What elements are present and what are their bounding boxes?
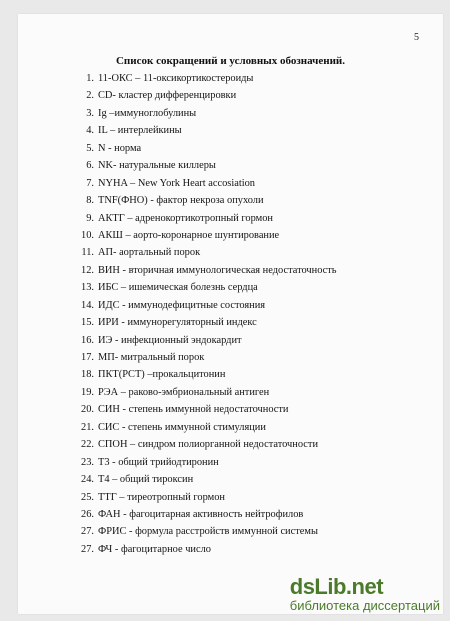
list-item-text: РЭА – раково-эмбриональный антиген: [98, 386, 270, 398]
list-item-text: ВИН - вторичная иммунологическая недостаточность: [98, 264, 337, 276]
list-item-number: 26.: [81, 508, 94, 520]
list-item-number: 11.: [81, 247, 94, 259]
list-item-text: АКТГ – адренокортикотропный гормон: [98, 212, 273, 224]
list-item: [74, 210, 337, 227]
list-item-number: 7.: [86, 177, 94, 189]
list-item-text: ИРИ - иммунорегуляторный индекс: [98, 317, 257, 329]
list-item-number: 3.: [86, 107, 94, 119]
list-item-text: ИБС – ишемическая болезнь сердца: [98, 282, 258, 294]
list-item: [74, 157, 337, 174]
list-item-number: 10.: [81, 229, 94, 241]
list-item-text: IL – интерлейкины: [98, 125, 182, 137]
list-item: [74, 314, 337, 331]
list-item-number: 27.: [81, 526, 94, 538]
list-item: [74, 349, 337, 366]
list-item-number: 1.: [86, 73, 94, 84]
list-item: [74, 384, 337, 401]
watermark-subtitle: библиотека диссертаций: [289, 598, 440, 613]
list-item-number: 21.: [81, 421, 94, 433]
list-item: [74, 279, 337, 296]
document-page: [18, 14, 443, 614]
list-item: [74, 262, 337, 279]
list-item-text: TNF(ФНО) - фактор некроза опухоли: [98, 195, 264, 207]
list-item-number: 24.: [81, 474, 94, 486]
list-item-text: ФАН - фагоцитарная активность нейтрофилов: [98, 508, 304, 520]
list-item: [74, 192, 337, 209]
list-item-number: 5.: [86, 142, 94, 154]
list-item-text: 11-ОКС – 11-оксикортикостероиды: [98, 73, 254, 84]
list-item-text: ИДС - иммунодефицитные состояния: [98, 299, 266, 311]
list-item-text: ФЧ - фагоцитарное число: [98, 543, 211, 555]
list-item-text: ФРИС - формула расстройств иммунной системы: [98, 526, 318, 538]
list-item-text: СИС - степень иммунной стимуляции: [98, 421, 266, 433]
list-item-number: 16.: [81, 334, 94, 346]
list-item: [74, 332, 337, 349]
list-item-text: NYHA – New York Heart accosiation: [98, 177, 255, 189]
list-item: [74, 87, 337, 104]
list-item: [74, 523, 337, 540]
list-item-number: 9.: [86, 212, 94, 224]
list-item: [74, 454, 337, 471]
list-item: [74, 70, 337, 87]
list-item: [74, 122, 337, 139]
list-item: [74, 175, 337, 192]
list-item: [74, 297, 337, 314]
list-item-number: 18.: [81, 369, 94, 381]
list-item-number: 20.: [81, 404, 94, 416]
list-item: [74, 227, 337, 244]
list-item-number: 14.: [81, 299, 94, 311]
list-item-text: ПКТ(PCT) –прокальцитонин: [98, 369, 226, 381]
watermark: [290, 576, 440, 613]
list-item-text: Т3 - общий трийодтиронин: [98, 456, 219, 468]
list-item: [74, 436, 337, 453]
list-item-number: 25.: [81, 491, 94, 503]
list-item: [74, 541, 337, 558]
list-item: [74, 489, 337, 506]
list-item-number: 13.: [81, 282, 94, 294]
list-item-text: N - норма: [98, 142, 142, 154]
list-item: [74, 506, 337, 523]
list-item: [74, 419, 337, 436]
list-item-text: МП- митральный порок: [98, 352, 205, 363]
list-item-text: Т4 – общий тироксин: [98, 474, 194, 486]
list-item-number: 17.: [81, 352, 94, 363]
list-item-text: ИЭ - инфекционный эндокардит: [98, 334, 242, 346]
list-item-number: 15.: [81, 317, 94, 329]
list-item-text: ТТГ – тиреотропный гормон: [98, 491, 225, 503]
page-title: Список сокращений и условных обозначений.: [115, 55, 346, 67]
list-item: [74, 140, 337, 157]
list-item-text: NK- натуральные киллеры: [98, 160, 216, 172]
page-number: 5: [414, 32, 419, 43]
list-item: [74, 105, 337, 122]
list-item-number: 4.: [86, 125, 94, 137]
list-item-text: СПОН – синдром полиорганной недостаточности: [98, 439, 319, 451]
list-item-text: АКШ – аорто-коронарное шунтирование: [98, 229, 280, 241]
list-item-text: АП- аортальный порок: [98, 247, 201, 259]
list-item: [74, 401, 337, 418]
list-item-text: CD- кластер дифференцировки: [98, 90, 237, 102]
list-item-number: 19.: [81, 386, 94, 398]
list-item: [74, 471, 337, 488]
list-item-text: СИН - степень иммунной недостаточности: [98, 404, 289, 416]
list-item-number: 6.: [86, 160, 94, 172]
list-item-number: 23.: [81, 456, 94, 468]
list-item-number: 8.: [86, 195, 94, 207]
list-item-number: 22.: [81, 439, 94, 451]
list-item-number: 27.: [81, 543, 94, 555]
abbreviation-list: [74, 70, 337, 558]
list-item-number: 2.: [86, 90, 94, 102]
list-item: [74, 244, 337, 261]
list-item-number: 12.: [81, 264, 94, 276]
list-item: [74, 366, 337, 383]
list-item-text: Ig –иммуноглобулины: [98, 107, 197, 119]
watermark-logo: dsLib.net: [289, 574, 384, 599]
